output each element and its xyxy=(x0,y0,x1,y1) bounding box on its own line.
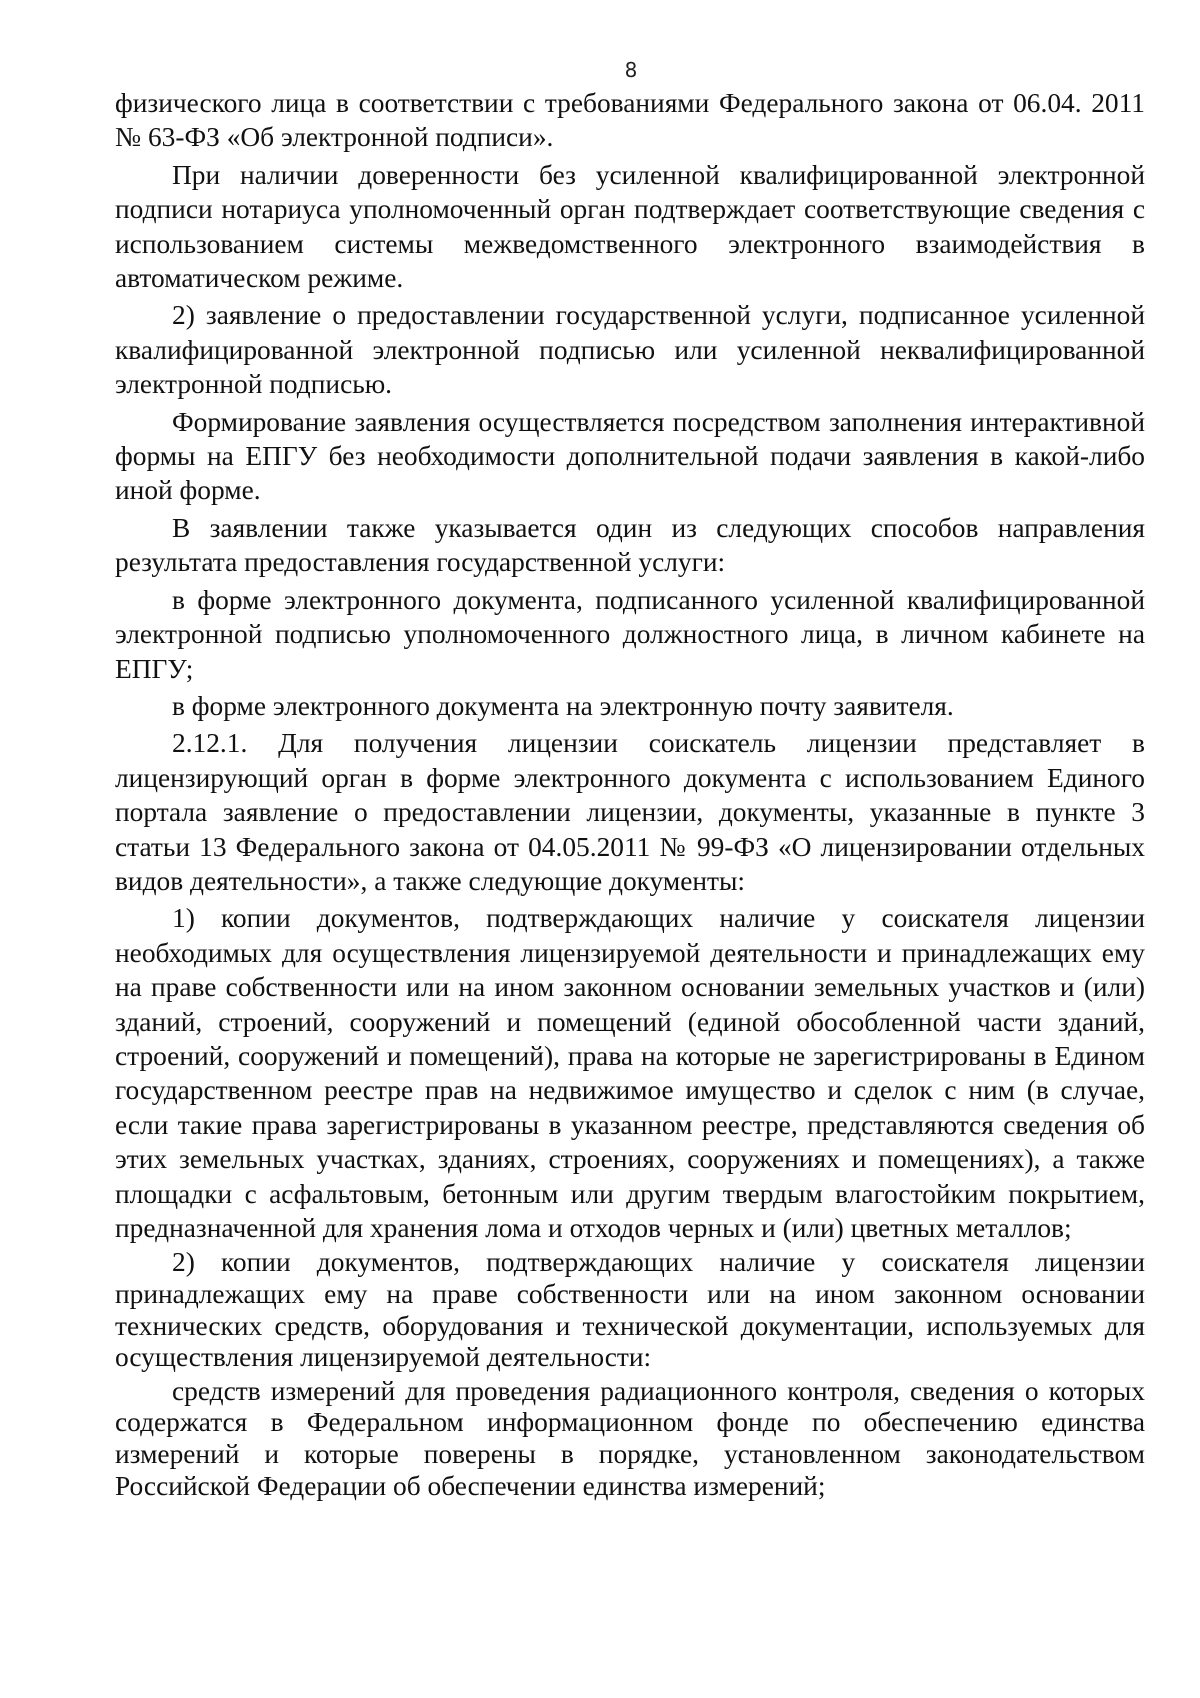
paragraph-application-signature: 2) заявление о предоставлении государственной услуги, подписанное усиленной квалифицированной электронной подписью или усиленной неквалифицированной электронной подписью. xyxy=(115,300,1145,400)
paragraph-result-delivery-methods: В заявлении также указывается один из следующих способов направления результата предоставления государственной услуги: xyxy=(115,512,1145,578)
paragraph-property-documents: 1) копии документов, подтверждающих наличие у соискателя лицензии необходимых для осуществления лицензируемой деятельности и принадлежащих ему на праве собственности или на ином законном основании земельных участков и (или) зданий, строений, сооружений и помещений (единой обособленной части зданий, строений, сооружений и помещений), права на которые не зарегистрированы в Едином государственном реестре прав на недвижимое имущество и сделок с ним (в случае, если такие права зарегистрированы в указанном реестре, представляются сведения об этих земельных участках, зданиях, строениях, сооружениях и помещениях), а также площадки с асфальтовым, бетонным или другим твердым влагостойким покрытием, предназначенной для хранения лома и отходов черных и (или) цветных металлов; xyxy=(115,903,1145,1243)
paragraph-power-of-attorney: При наличии доверенности без усиленной квалифицированной электронной подписи нотариуса уполномоченный орган подтверждает соответствующие сведения с использованием системы межведомственного электронного взаимодействия в автоматическом режиме. xyxy=(115,159,1145,294)
paragraph-delivery-personal-account: в форме электронного документа, подписанного усиленной квалифицированной электронной подписью уполномоченного должностного лица, в личном кабинете на ЕПГУ; xyxy=(115,584,1145,684)
paragraph-delivery-email: в форме электронного документа на электронную почту заявителя. xyxy=(172,690,954,721)
paragraph-equipment-documents: 2) копии документов, подтверждающих наличие у соискателя лицензии принадлежащих ему на праве собственности или на ином законном основании технических средств, оборудования и технической документации, используемых для осуществления лицензируемой деятельности: xyxy=(115,1247,1145,1373)
document-body xyxy=(115,86,1145,1502)
paragraph-electronic-signature-law: физического лица в соответствии с требованиями Федерального закона от 06.04. 2011 № 63-ФЗ «Об электронной подписи». xyxy=(115,88,1145,153)
paragraph-license-application: 2.12.1. Для получения лицензии соискатель лицензии представляет в лицензирующий орган в форме электронного документа с использованием Единого портала заявление о предоставлении лицензии, документы, указанные в пункте 3 статьи 13 Федерального закона от 04.05.2011 № 99-ФЗ «О лицензировании отдельных видов деятельности», а также следующие документы: xyxy=(115,728,1145,896)
page-number: 8 xyxy=(624,58,638,82)
paragraph-measuring-instruments: средств измерений для проведения радиационного контроля, сведения о которых содержатся в Федеральном информационном фонде по обеспечению единства измерений и которые поверены в порядке, установленном законодательством Российской Федерации об обеспечении единства измерений; xyxy=(115,1375,1145,1501)
paragraph-interactive-form: Формирование заявления осуществляется посредством заполнения интерактивной формы на ЕПГУ без необходимости дополнительной подачи заявления в какой-либо иной форме. xyxy=(115,406,1145,506)
